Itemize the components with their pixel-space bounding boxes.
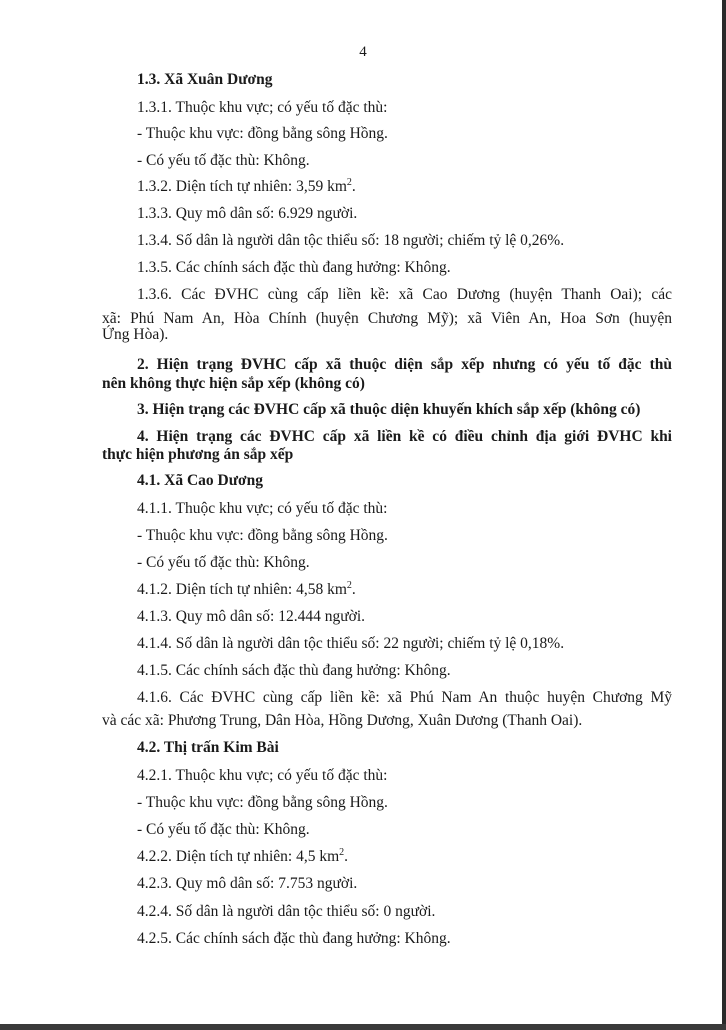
- paragraph-1-3-6-line-3: Ứng Hòa).: [102, 326, 169, 343]
- paragraph-4-1-1-a: - Thuộc khu vực: đồng bằng sông Hồng.: [137, 527, 388, 544]
- paragraph-4-2-1-b: - Có yếu tố đặc thù: Không.: [137, 821, 310, 838]
- paragraph-1-3-1: 1.3.1. Thuộc khu vực; có yếu tố đặc thù:: [137, 99, 388, 116]
- heading-4-line-1: 4. Hiện trạng các ĐVHC cấp xã liền kề có điều chỉnh địa giới ĐVHC khi: [137, 428, 672, 445]
- paragraph-4-1-6-line-1: 4.1.6. Các ĐVHC cùng cấp liền kề: xã Phú Nam An thuộc huyện Chương Mỹ: [137, 689, 672, 706]
- paragraph-1-3-1-a: - Thuộc khu vực: đồng bằng sông Hồng.: [137, 125, 388, 142]
- paragraph-1-3-4: 1.3.4. Số dân là người dân tộc thiểu số: 18 người; chiếm tỷ lệ 0,26%.: [137, 232, 565, 249]
- heading-2-line-2: nên không thực hiện sắp xếp (không có): [102, 375, 365, 392]
- paragraph-4-2-1: 4.2.1. Thuộc khu vực; có yếu tố đặc thù:: [137, 767, 388, 784]
- page-number: 4: [359, 44, 367, 60]
- heading-1-3: 1.3. Xã Xuân Dương: [137, 71, 273, 88]
- paragraph-4-2-3: 4.2.3. Quy mô dân số: 7.753 người.: [137, 875, 358, 892]
- area-period: .: [351, 178, 356, 195]
- scan-edge-bottom: [0, 1024, 726, 1030]
- paragraph-4-1-6-line-2: và các xã: Phương Trung, Dân Hòa, Hồng Dương, Xuân Dương (Thanh Oai).: [102, 712, 583, 729]
- paragraph-1-3-5: 1.3.5. Các chính sách đặc thù đang hưởng: Không.: [137, 259, 451, 276]
- paragraph-1-3-1-b: - Có yếu tố đặc thù: Không.: [137, 152, 310, 169]
- heading-2-line-1: 2. Hiện trạng ĐVHC cấp xã thuộc diện sắp xếp nhưng có yếu tố đặc thù: [137, 356, 672, 373]
- paragraph-4-2-1-a: - Thuộc khu vực: đồng bằng sông Hồng.: [137, 794, 388, 811]
- paragraph-1-3-6-line-2: xã: Phú Nam An, Hòa Chính (huyện Chương Mỹ); xã Viên An, Hoa Sơn (huyện: [102, 310, 672, 327]
- paragraph-4-2-5: 4.2.5. Các chính sách đặc thù đang hưởng: Không.: [137, 930, 451, 947]
- heading-4-1: 4.1. Xã Cao Dương: [137, 472, 263, 489]
- heading-3: 3. Hiện trạng các ĐVHC cấp xã thuộc diện khuyến khích sắp xếp (không có): [137, 401, 641, 418]
- paragraph-1-3-3: 1.3.3. Quy mô dân số: 6.929 người.: [137, 205, 358, 222]
- area-superscript: 2: [346, 579, 352, 591]
- area-text: 4.2.2. Diện tích tự nhiên: 4,5 km: [137, 848, 340, 865]
- area-text: 1.3.2. Diện tích tự nhiên: 3,59 km: [137, 178, 347, 195]
- area-period: .: [351, 581, 356, 598]
- paragraph-4-2-2: [137, 848, 348, 866]
- heading-4-2: 4.2. Thị trấn Kim Bài: [137, 739, 279, 756]
- paragraph-4-1-4: 4.1.4. Số dân là người dân tộc thiểu số: 22 người; chiếm tỷ lệ 0,18%.: [137, 635, 565, 652]
- area-text: 4.1.2. Diện tích tự nhiên: 4,58 km: [137, 581, 347, 598]
- area-superscript: 2: [339, 846, 345, 858]
- paragraph-1-3-2: [137, 178, 356, 196]
- paragraph-4-1-1-b: - Có yếu tố đặc thù: Không.: [137, 554, 310, 571]
- scan-edge-right: [722, 0, 726, 1030]
- area-period: .: [344, 848, 349, 865]
- area-superscript: 2: [346, 176, 352, 188]
- paragraph-4-1-3: 4.1.3. Quy mô dân số: 12.444 người.: [137, 608, 365, 625]
- paragraph-4-1-1: 4.1.1. Thuộc khu vực; có yếu tố đặc thù:: [137, 500, 388, 517]
- heading-4-line-2: thực hiện phương án sắp xếp: [102, 446, 294, 463]
- paragraph-4-1-2: [137, 581, 356, 599]
- paragraph-1-3-6-line-1: 1.3.6. Các ĐVHC cùng cấp liền kề: xã Cao Dương (huyện Thanh Oai); các: [137, 286, 672, 303]
- paragraph-4-1-5: 4.1.5. Các chính sách đặc thù đang hưởng: Không.: [137, 662, 451, 679]
- paragraph-4-2-4: 4.2.4. Số dân là người dân tộc thiểu số: 0 người.: [137, 903, 436, 920]
